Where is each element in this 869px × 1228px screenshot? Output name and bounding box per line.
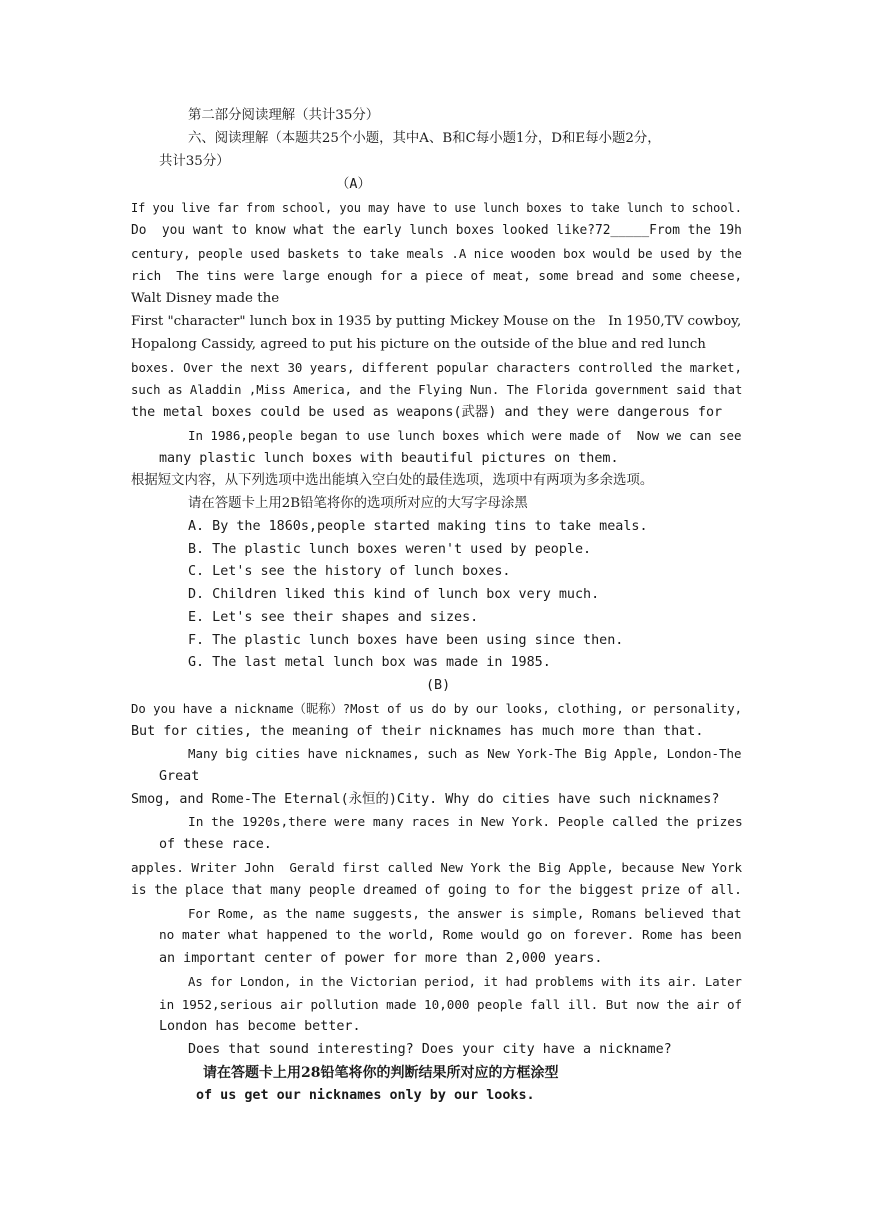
option-b: B. The plastic lunch boxes weren't used by people. <box>188 542 592 557</box>
passage-a-line: In 1986,people began to use lunch boxes which were made of Now we can see <box>188 428 742 443</box>
passage-a-line: Hopalong Cassidy, agreed to put his picture on the outside of the blue and red lunch <box>131 337 706 352</box>
section-title-line1: 六、阅读理解（本题共25个小题，其中A、B和C每小题1分，D和E每小题2分， <box>188 131 661 146</box>
option-f: F. The plastic lunch boxes have been using since then. <box>188 633 624 648</box>
passage-a-line: the metal boxes could be used as weapons(武器) and they were dangerous for <box>131 405 723 420</box>
passage-b-line: For Rome, as the name suggests, the answer is simple, Romans believed that <box>188 906 742 921</box>
statement-line: of us get our nicknames only by our looks. <box>196 1088 535 1103</box>
option-g: G. The last metal lunch box was made in 1985. <box>188 655 551 670</box>
section-title-line2: 共计35分） <box>159 154 230 169</box>
passage-b-line: an important center of power for more than 2,000 years. <box>159 951 603 966</box>
part-title: 第二部分阅读理解（共计35分） <box>188 108 380 123</box>
passage-a-line: If you live far from school, you may have to use lunch boxes to take lunch to school. <box>131 201 742 215</box>
passage-b-line: is the place that many people dreamed of going to for the biggest prize of all. <box>131 883 742 898</box>
passage-b-label: (B) <box>426 678 451 693</box>
instruction-judgement: 请在答题卡上用28铅笔将你的判断结果所对应的方框涂型 <box>203 1065 559 1081</box>
passage-b-line: in 1952,serious air pollution made 10,000 people fall ill. But now the air of <box>159 997 743 1012</box>
passage-a-line: Walt Disney made the <box>131 291 280 306</box>
passage-a-line: First "character" lunch box in 1935 by putting Mickey Mouse on the In 1950,TV cowboy, <box>131 314 742 329</box>
passage-b-line: no mater what happened to the world, Rome would go on forever. Rome has been <box>159 928 742 943</box>
option-a: A. By the 1860s,people started making tins to take meals. <box>188 519 648 534</box>
instruction-answer-sheet: 请在答题卡上用2B铅笔将你的选项所对应的大写字母涂黑 <box>188 496 528 511</box>
passage-b-line: Smog, and Rome-The Eternal(永恒的)City. Why do cities have such nicknames? <box>131 792 720 807</box>
passage-b-line: Does that sound interesting? Does your city have a nickname? <box>188 1042 672 1057</box>
passage-a-line: boxes. Over the next 30 years, different popular characters controlled the market, <box>131 360 742 375</box>
option-c: C. Let's see the history of lunch boxes. <box>188 564 511 579</box>
option-e: E. Let's see their shapes and sizes. <box>188 610 479 625</box>
passage-b-line: of these race. <box>159 837 272 852</box>
passage-a-line: rich The tins were large enough for a piece of meat, some bread and some cheese, <box>131 268 743 283</box>
passage-b-line: In the 1920s,there were many races in New York. People called the prizes <box>188 815 743 830</box>
passage-b-line: As for London, in the Victorian period, it had problems with its air. Later <box>188 975 742 989</box>
instruction-select: 根据短文内容，从下列选项中选出能填入空白处的最佳选项，选项中有两项为多余选项。 <box>131 473 654 488</box>
passage-b-line: Great <box>159 769 200 784</box>
passage-a-line: Do you want to know what the early lunch boxes looked like?72_____From the 19h <box>131 223 742 238</box>
passage-b-line: London has become better. <box>159 1019 361 1034</box>
passage-a-line: such as Aladdin ,Miss America, and the Flying Nun. The Florida government said that <box>131 383 743 397</box>
passage-a-label: （A） <box>336 177 371 192</box>
passage-b-line: Many big cities have nicknames, such as New York-The Big Apple, London-The <box>188 746 742 761</box>
passage-a-line: century, people used baskets to take meals .A nice wooden box would be used by the <box>131 246 742 261</box>
passage-b-line: Do you have a nickname（昵称）?Most of us do by our looks, clothing, or personality, <box>131 702 743 716</box>
option-d: D. Children liked this kind of lunch box very much. <box>188 587 600 602</box>
passage-a-line: many plastic lunch boxes with beautiful pictures on them. <box>159 451 619 466</box>
passage-b-line: But for cities, the meaning of their nicknames has much more than that. <box>131 724 704 739</box>
passage-b-line: apples. Writer John Gerald first called New York the Big Apple, because New York <box>131 860 743 875</box>
